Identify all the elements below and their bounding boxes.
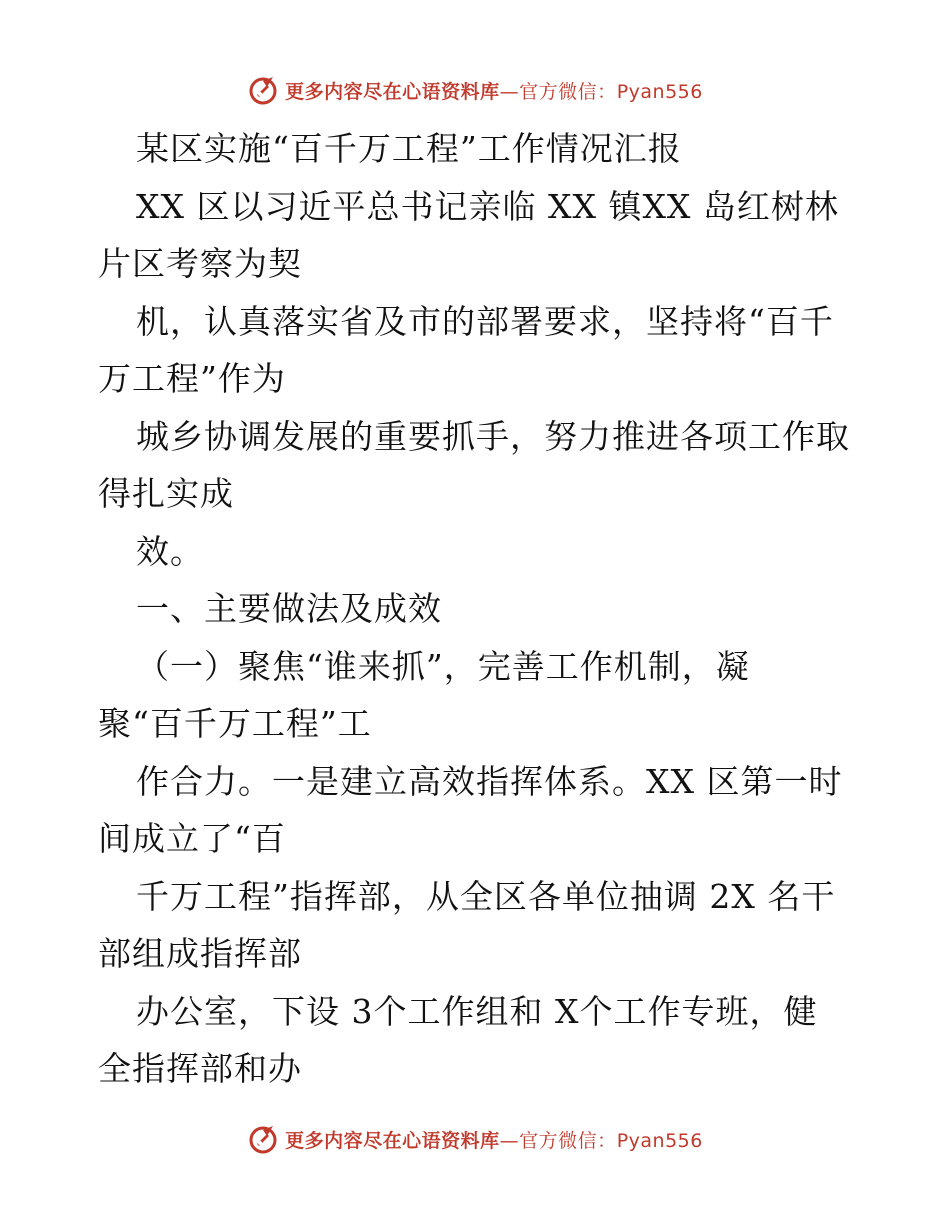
- paragraph-line: 机，认真落实省及市的部署要求，坚持将“百千: [136, 301, 834, 341]
- watermark-dash: —: [499, 1129, 520, 1152]
- paragraph-line: 作合力。一是建立高效指挥体系。XX 区第一时: [136, 761, 843, 801]
- paragraph-line: 效。: [136, 531, 204, 571]
- paragraph-line: 办公室，下设 3个工作组和 X个工作专班，健: [136, 991, 818, 1031]
- paragraph-line: 间成立了“百: [98, 819, 286, 858]
- footer-watermark: [0, 1119, 950, 1159]
- paragraph-line: 聚“百千万工程”工: [98, 704, 372, 743]
- watermark-text: [285, 77, 703, 104]
- paragraph-line: 万工程”作为: [98, 359, 286, 398]
- watermark-official: 官方微信：: [519, 80, 617, 103]
- paragraph-line: 部组成指挥部: [98, 934, 302, 973]
- paragraph-line: 千万工程”指挥部，从全区各单位抽调 2X 名干: [136, 876, 836, 916]
- header-watermark: [0, 70, 950, 110]
- pen-logo-icon: [247, 1122, 281, 1156]
- paragraph-line: XX 区以习近平总书记亲临 XX 镇XX 岛红树林: [136, 186, 839, 226]
- watermark-text: [285, 1126, 703, 1153]
- paragraph-line: 得扎实成: [98, 474, 234, 513]
- watermark-id: Pyan556: [616, 1129, 703, 1152]
- document-body: [98, 120, 858, 1098]
- section-heading: 一、主要做法及成效: [136, 589, 442, 628]
- watermark-dash: —: [499, 80, 520, 103]
- paragraph-line: 全指挥部和办: [98, 1049, 302, 1088]
- watermark-id: Pyan556: [616, 80, 703, 103]
- pen-logo-icon: [247, 73, 281, 107]
- document-title: 某区实施“百千万工程”工作情况汇报: [136, 129, 682, 168]
- watermark-official: 官方微信：: [519, 1129, 617, 1152]
- watermark-lead: 更多内容尽在心语资料库: [285, 80, 500, 103]
- paragraph-line: 城乡协调发展的重要抓手，努力推进各项工作取: [136, 416, 850, 456]
- paragraph-line: 片区考察为契: [98, 244, 302, 283]
- watermark-lead: 更多内容尽在心语资料库: [285, 1129, 500, 1152]
- subsection-heading: （一）聚焦“谁来抓”，完善工作机制，凝: [136, 646, 750, 686]
